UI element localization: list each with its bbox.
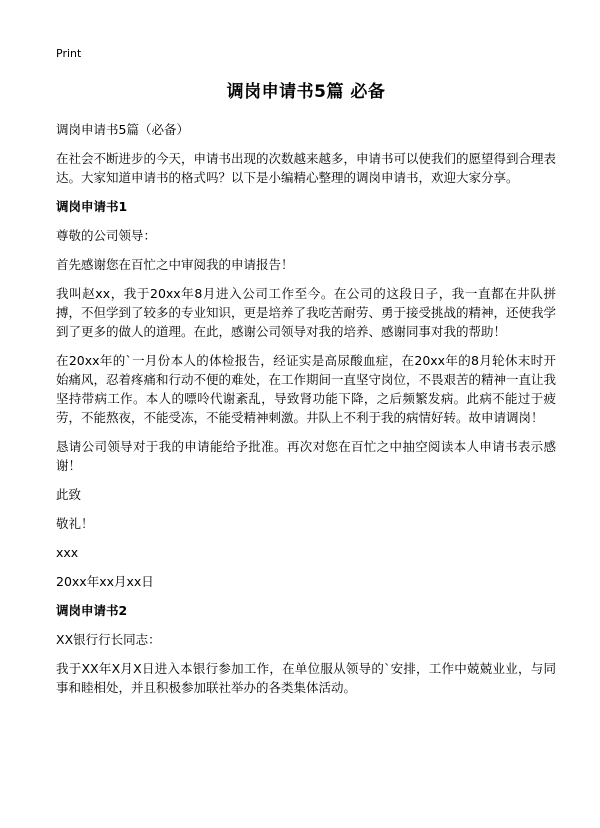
letter1-paragraph-3: 在20xx年的`一月份本人的体检报告，经证实是高尿酸血症，在20xx年的8月轮休末时开始痛风，忍着疼痛和行动不便的难处，在工作期间一直坚守岗位，不畏艰苦的精神一直让我坚持带病工作。本人的嘌呤代谢紊乱，导致肾功能下降，之后频繁发病。此病不能过于疲劳，不能熬夜，不能受冻，不能受精神刺激。井队上不利于我的病情好转。故申请调岗！ — [56, 353, 557, 425]
letter1-paragraph-4: 恳请公司领导对于我的申请能给予批准。再次对您在百忙之中抽空阅读本人申请书表示感谢！ — [56, 439, 556, 473]
letter1-date: 20xx年xx月xx日 — [56, 574, 154, 589]
letter1-signature: xxx — [56, 545, 79, 560]
letter2-salutation: XX银行行长同志： — [56, 632, 161, 647]
intro-paragraph: 在社会不断进步的今天，申请书出现的次数越来越多，申请书可以使我们的愿望得到合理表达。大家知道申请书的格式吗？以下是小编精心整理的调岗申请书，欢迎大家分享。 — [56, 151, 557, 185]
letter2-heading: 调岗申请书2 — [56, 603, 128, 618]
document-subtitle: 调岗申请书5篇（必备） — [56, 122, 189, 137]
letter1-closing-2: 敬礼！ — [56, 516, 94, 531]
letter1-closing-1: 此致 — [56, 487, 82, 502]
letter1-salutation: 尊敬的公司领导： — [56, 228, 157, 243]
letter1-heading: 调岗申请书1 — [56, 199, 128, 214]
letter1-paragraph-1: 首先感谢您在百忙之中审阅我的申请报告！ — [56, 257, 294, 272]
page-title: 调岗申请书5篇 必备 — [226, 82, 386, 102]
letter1-paragraph-2: 我叫赵xx，我于20xx年8月进入公司工作至今。在公司的这段日子，我一直都在井队拼搏，不但学到了较多的专业知识，更是培养了我吃苦耐劳、勇于接受挑战的精神，还使我学到了更多的做人的道理。在此，感谢公司领导对我的培养、感谢同事对我的帮助！ — [56, 286, 557, 339]
letter2-paragraph-1: 我于XX年X月X日进入本银行参加工作，在单位服从领导的`安排，工作中兢兢业业，与同事和睦相处，并且积极参加联社举办的各类集体活动。 — [56, 661, 556, 695]
document-body — [56, 80, 556, 707]
print-link[interactable]: Print — [56, 47, 82, 60]
